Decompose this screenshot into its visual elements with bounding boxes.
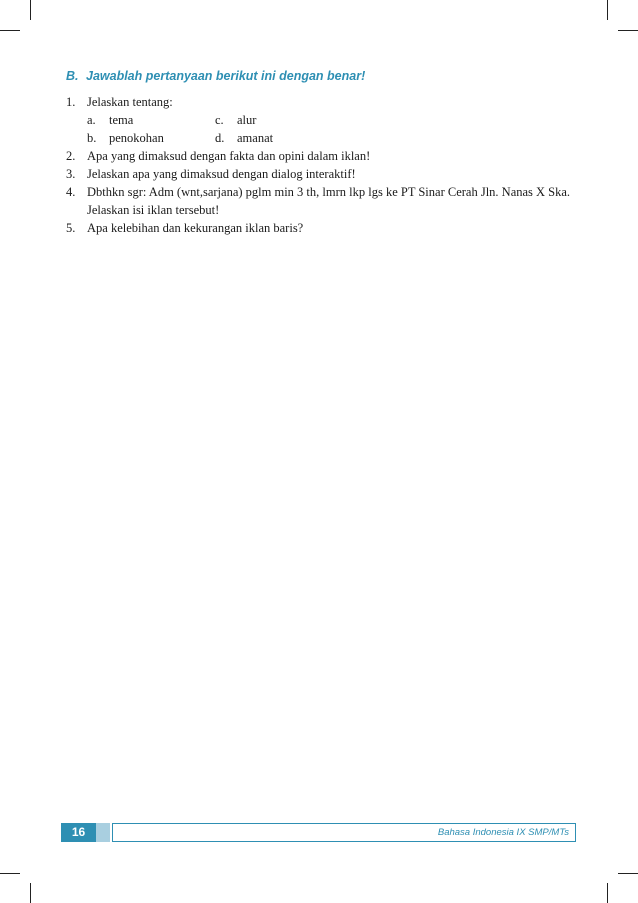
option-letter: c. [215,113,224,127]
question-number: 1. [66,95,76,109]
question-item [66,93,586,147]
option-item [87,111,215,129]
option-item [215,129,335,147]
crop-mark-bottom-left-v [30,883,31,903]
section-title: Jawablah pertanyaan berikut ini dengan benar! [86,69,366,83]
question-number: 3. [66,167,76,181]
option-letter: a. [87,113,96,127]
question-item [66,147,586,165]
crop-mark-top-right-h [618,30,638,31]
crop-mark-top-left-h [0,30,20,31]
option-text: tema [109,113,134,127]
question-number: 5. [66,221,76,235]
section-letter: B. [66,69,79,83]
crop-mark-top-left-v [30,0,31,20]
question-text: Jelaskan tentang: [87,95,173,109]
footer-bar [112,823,576,842]
option-text: penokohan [109,131,164,145]
option-text: alur [237,113,257,127]
question-list [66,93,586,237]
footer-accent-block [96,823,110,842]
question-item [66,165,586,183]
book-title: Bahasa Indonesia IX SMP/MTs [437,827,569,838]
option-letter: b. [87,131,97,145]
question-followup: Jelaskan isi iklan tersebut! [87,203,220,217]
option-text: amanat [237,131,274,145]
crop-mark-top-right-v [607,0,608,20]
option-grid [87,111,586,147]
question-number: 4. [66,185,76,199]
crop-mark-bottom-right-h [618,873,638,874]
question-text: Apa yang dimaksud dengan fakta dan opini dalam iklan! [87,149,371,163]
page-number: 16 [61,823,96,842]
question-text: Apa kelebihan dan kekurangan iklan baris? [87,221,304,235]
question-item [66,219,586,237]
question-item [66,183,586,219]
option-item [215,111,335,129]
question-number: 2. [66,149,76,163]
question-text: Jelaskan apa yang dimaksud dengan dialog interaktif! [87,167,356,181]
option-item [87,129,215,147]
crop-mark-bottom-right-v [607,883,608,903]
crop-mark-bottom-left-h [0,873,20,874]
option-letter: d. [215,131,225,145]
section-heading [66,69,365,83]
question-text: Dbthkn sgr: Adm (wnt,sarjana) pglm min 3 th, lmrn lkp lgs ke PT Sinar Cerah Jln. Nanas X Ska. [87,185,571,199]
